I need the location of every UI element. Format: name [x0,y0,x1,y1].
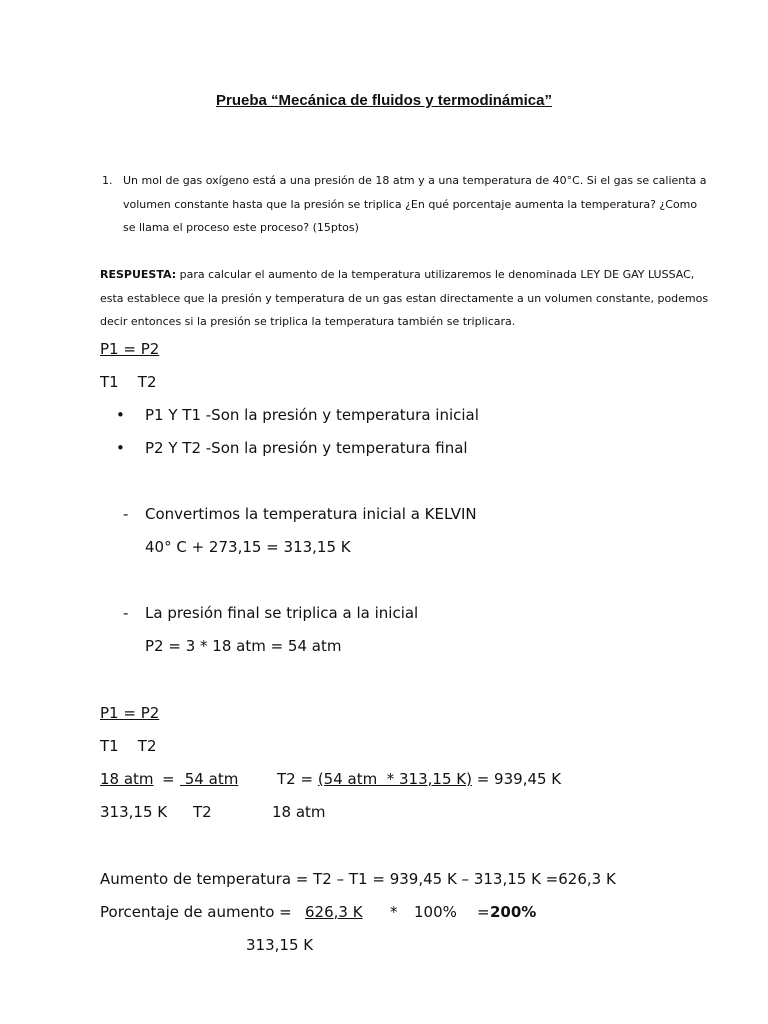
step2-calc: P2 = 3 * 18 atm = 54 atm [145,637,342,655]
bullet-item-1: P1 Y T1 -Son la presión y temperatura inicial [145,406,479,424]
eq-t2-numerator: (54 atm * 313,15 K) [317,770,472,788]
percent-hundred: 100% [414,903,457,921]
answer-line-1 [100,268,695,281]
step1-calc: 40° C + 273,15 = 313,15 K [145,538,351,556]
question-line-2: volumen constante hasta que la presión se triplica ¿En qué porcentaje aumenta la temperatura? ¿Como [123,198,698,211]
dash-icon: - [123,604,129,622]
page-title: Prueba “Mecánica de fluidos y termodinámica” [216,92,552,109]
formula1-numerator: P1 = P2 [100,340,160,358]
percent-label: Porcentaje de aumento = [100,903,292,921]
formula2-denominator: T1 T2 [100,737,157,755]
percent-equals: = [477,903,490,921]
bullet-icon: • [116,439,125,457]
answer-line-3: decir entonces si la presión se triplica la temperatura también se triplicara. [100,315,516,328]
bullet-item-2: P2 Y T2 -Son la presión y temperatura final [145,439,468,457]
percent-result: 200% [490,903,537,921]
increase-line: Aumento de temperatura = T2 – T1 = 939,45 K – 313,15 K =626,3 K [100,870,616,888]
formula2-numerator: P1 = P2 [100,704,160,722]
answer-label: RESPUESTA: [100,268,177,281]
dash-icon: - [123,505,129,523]
eq-right-numerator: 54 atm [180,770,239,788]
answer-line-1-text: para calcular el aumento de la temperatura utilizaremos le denominada LEY DE GAY LUSSAC, [176,268,695,281]
step1-text: Convertimos la temperatura inicial a KELVIN [145,505,477,523]
question-number: 1. [102,174,113,187]
bullet-icon: • [116,406,125,424]
step2-text: La presión final se triplica a la inicial [145,604,419,622]
eq-left-numerator: 18 atm [100,770,154,788]
percent-times: * [390,903,398,921]
eq-t2-formula [277,770,561,788]
question-line-1: Un mol de gas oxígeno está a una presión de 18 atm y a una temperatura de 40°C. Si el gas se calienta a [123,174,707,187]
percent-denominator: 313,15 K [246,936,314,954]
formula1-denominator: T1 T2 [100,373,157,391]
eq-t2-label: T2 = [277,770,318,788]
eq-t2-result: = 939,45 K [471,770,562,788]
answer-line-2: esta establece que la presión y temperatura de un gas estan directamente a un volumen constante, podemos [100,292,709,305]
eq-right-denominator: T2 [193,803,212,821]
eq-equals: = [162,770,175,788]
eq-left-denominator: 313,15 K [100,803,168,821]
percent-numerator: 626,3 K [305,903,363,921]
eq-t2-denominator: 18 atm [272,803,326,821]
question-line-3: se llama el proceso este proceso? (15ptos) [123,221,359,234]
